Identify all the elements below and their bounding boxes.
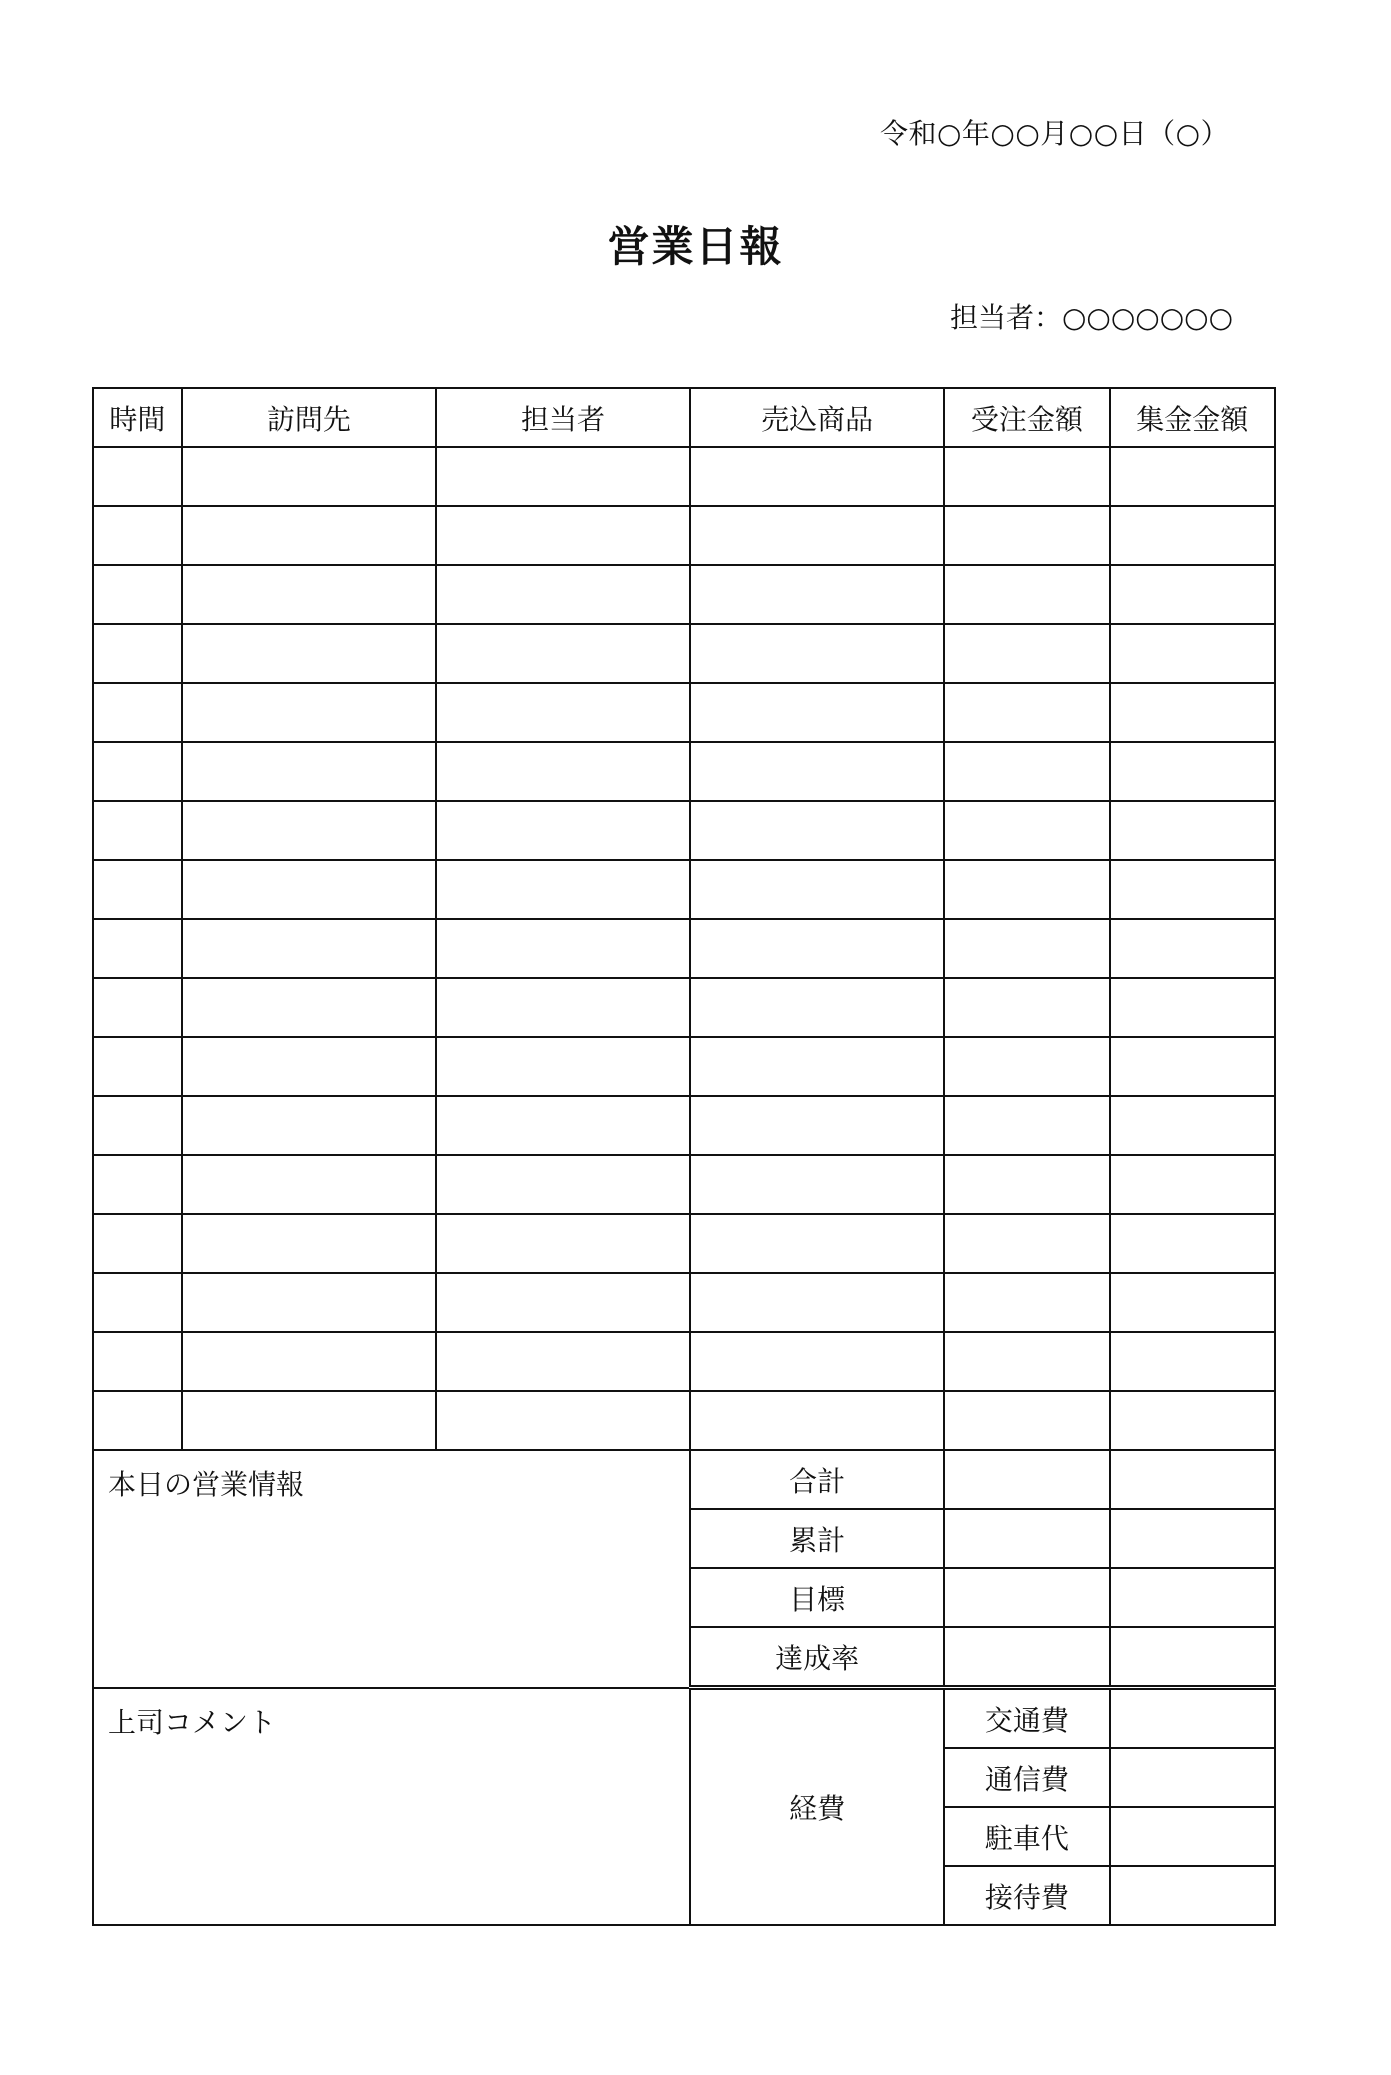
entry-cell[interactable] — [1110, 801, 1275, 860]
entry-cell[interactable] — [182, 1332, 436, 1391]
entry-cell[interactable] — [182, 801, 436, 860]
entry-cell[interactable] — [436, 1096, 690, 1155]
summary-value-cell[interactable] — [1110, 1568, 1275, 1627]
entry-cell[interactable] — [944, 1096, 1109, 1155]
expense-item-label: 通信費 — [944, 1748, 1109, 1807]
entry-cell[interactable] — [944, 1155, 1109, 1214]
entry-cell[interactable] — [1110, 447, 1275, 506]
entry-cell[interactable] — [1110, 742, 1275, 801]
summary-value-cell[interactable] — [944, 1509, 1109, 1568]
entry-cell[interactable] — [944, 683, 1109, 742]
entry-cell[interactable] — [93, 624, 182, 683]
table-row — [93, 978, 1275, 1037]
entry-cell[interactable] — [182, 1155, 436, 1214]
table-row — [93, 919, 1275, 978]
report-date: 令和○年○○月○○日（○） — [880, 117, 1230, 150]
entry-cell[interactable] — [182, 447, 436, 506]
entry-cell[interactable] — [690, 506, 944, 565]
expense-item-label: 交通費 — [944, 1688, 1109, 1749]
entry-cell[interactable] — [93, 801, 182, 860]
table-row — [93, 801, 1275, 860]
manager-comment-box[interactable] — [93, 1688, 690, 1926]
entry-cell[interactable] — [436, 506, 690, 565]
entry-cell[interactable] — [1110, 860, 1275, 919]
table-row — [93, 860, 1275, 919]
entry-cell[interactable] — [436, 801, 690, 860]
table-row — [93, 565, 1275, 624]
entry-cell[interactable] — [182, 624, 436, 683]
entry-cell[interactable] — [1110, 919, 1275, 978]
table-row — [93, 1332, 1275, 1391]
header-time: 時間 — [93, 388, 182, 447]
entry-cell[interactable] — [436, 1332, 690, 1391]
entry-cell[interactable] — [1110, 1332, 1275, 1391]
entry-cell[interactable] — [944, 1273, 1109, 1332]
header-order-amount: 受注金額 — [944, 388, 1109, 447]
entry-cell[interactable] — [182, 565, 436, 624]
entry-cell[interactable] — [182, 1096, 436, 1155]
entry-cell[interactable] — [944, 742, 1109, 801]
entry-cell[interactable] — [436, 742, 690, 801]
table-row — [93, 1214, 1275, 1273]
entry-cell[interactable] — [1110, 624, 1275, 683]
entry-cell[interactable] — [93, 860, 182, 919]
entry-cell[interactable] — [182, 1391, 436, 1450]
entry-cell[interactable] — [944, 1332, 1109, 1391]
expense-value-cell[interactable] — [1110, 1807, 1275, 1866]
table-row — [93, 624, 1275, 683]
table-row — [93, 1096, 1275, 1155]
table-row — [93, 506, 1275, 565]
summary-row — [93, 1450, 1275, 1509]
entry-cell[interactable] — [93, 1037, 182, 1096]
sales-info-label: 本日の営業情報 — [108, 1468, 305, 1501]
entry-cell[interactable] — [690, 919, 944, 978]
summary-value-cell[interactable] — [944, 1568, 1109, 1627]
sales-info-box[interactable] — [93, 1450, 690, 1688]
table-row — [93, 742, 1275, 801]
entry-cell[interactable] — [93, 1096, 182, 1155]
expense-value-cell[interactable] — [1110, 1748, 1275, 1807]
entry-cell[interactable] — [93, 978, 182, 1037]
entry-cell[interactable] — [93, 1391, 182, 1450]
entry-cell[interactable] — [690, 1155, 944, 1214]
entry-cell[interactable] — [690, 1096, 944, 1155]
entry-cell[interactable] — [944, 506, 1109, 565]
header-collection-amount: 集金金額 — [1110, 388, 1275, 447]
entry-cell[interactable] — [182, 506, 436, 565]
entry-cell[interactable] — [690, 683, 944, 742]
entry-cell[interactable] — [944, 860, 1109, 919]
entry-cell[interactable] — [690, 860, 944, 919]
entry-cell[interactable] — [944, 1391, 1109, 1450]
entry-cell[interactable] — [93, 565, 182, 624]
sales-report-table — [92, 387, 1276, 1926]
entry-cell[interactable] — [1110, 1155, 1275, 1214]
entry-cell[interactable] — [436, 1037, 690, 1096]
entry-cell[interactable] — [690, 565, 944, 624]
entry-cell[interactable] — [690, 978, 944, 1037]
summary-value-cell[interactable] — [1110, 1509, 1275, 1568]
summary-label: 達成率 — [690, 1627, 944, 1688]
entry-cell[interactable] — [944, 919, 1109, 978]
entry-cell[interactable] — [436, 1155, 690, 1214]
entry-cell[interactable] — [1110, 1391, 1275, 1450]
summary-value-cell[interactable] — [944, 1627, 1109, 1688]
entry-cell[interactable] — [93, 1155, 182, 1214]
entry-cell[interactable] — [93, 742, 182, 801]
summary-label: 累計 — [690, 1509, 944, 1568]
entry-cell[interactable] — [436, 860, 690, 919]
entry-cell[interactable] — [436, 1391, 690, 1450]
entry-cell[interactable] — [436, 624, 690, 683]
entry-cell[interactable] — [182, 978, 436, 1037]
entry-cell[interactable] — [182, 683, 436, 742]
entry-cell[interactable] — [436, 447, 690, 506]
entry-cell[interactable] — [436, 1214, 690, 1273]
entry-cell[interactable] — [1110, 506, 1275, 565]
entry-cell[interactable] — [93, 1273, 182, 1332]
entry-cell[interactable] — [690, 624, 944, 683]
entry-cell[interactable] — [436, 565, 690, 624]
entry-cell[interactable] — [93, 447, 182, 506]
expenses-label: 経費 — [690, 1688, 944, 1926]
entry-cell[interactable] — [93, 1332, 182, 1391]
entry-cell[interactable] — [944, 978, 1109, 1037]
entry-cell[interactable] — [182, 1037, 436, 1096]
entry-cell[interactable] — [1110, 683, 1275, 742]
entry-cell[interactable] — [436, 683, 690, 742]
table-row — [93, 683, 1275, 742]
entry-cell[interactable] — [690, 1391, 944, 1450]
manager-comment-label: 上司コメント — [108, 1705, 277, 1739]
entry-cell[interactable] — [93, 506, 182, 565]
entry-cell[interactable] — [690, 742, 944, 801]
header-product: 売込商品 — [690, 388, 944, 447]
entry-cell[interactable] — [690, 1273, 944, 1332]
entry-cell[interactable] — [690, 1332, 944, 1391]
entry-cell[interactable] — [182, 919, 436, 978]
entry-cell[interactable] — [690, 801, 944, 860]
entry-cell[interactable] — [690, 447, 944, 506]
entry-cell[interactable] — [436, 978, 690, 1037]
entry-cell[interactable] — [1110, 1273, 1275, 1332]
summary-value-cell[interactable] — [944, 1450, 1109, 1509]
entry-cell[interactable] — [944, 1037, 1109, 1096]
entry-cell[interactable] — [182, 1273, 436, 1332]
entry-cell[interactable] — [436, 919, 690, 978]
entry-cell[interactable] — [93, 1214, 182, 1273]
table-row — [93, 1037, 1275, 1096]
entry-cell[interactable] — [944, 565, 1109, 624]
header-staff: 担当者 — [436, 388, 690, 447]
entry-cell[interactable] — [93, 683, 182, 742]
entry-cell[interactable] — [182, 860, 436, 919]
table-row — [93, 1391, 1275, 1450]
entry-cell[interactable] — [1110, 1037, 1275, 1096]
entry-cell[interactable] — [93, 919, 182, 978]
entry-cell[interactable] — [690, 1037, 944, 1096]
entry-cell[interactable] — [182, 1214, 436, 1273]
person-in-charge: 担当者：○○○○○○○ — [950, 301, 1234, 334]
entry-cell[interactable] — [1110, 978, 1275, 1037]
summary-label: 目標 — [690, 1568, 944, 1627]
table-header-row — [93, 388, 1275, 447]
entry-cell[interactable] — [436, 1273, 690, 1332]
entry-cell[interactable] — [944, 1214, 1109, 1273]
entry-cell[interactable] — [1110, 1214, 1275, 1273]
expense-value-cell[interactable] — [1110, 1688, 1275, 1749]
entry-cell[interactable] — [944, 801, 1109, 860]
entry-cell[interactable] — [944, 447, 1109, 506]
summary-label: 合計 — [690, 1450, 944, 1509]
expense-item-label: 駐車代 — [944, 1807, 1109, 1866]
page-title: 営業日報 — [607, 222, 784, 271]
entry-cell[interactable] — [690, 1214, 944, 1273]
expense-item-label: 接待費 — [944, 1866, 1109, 1925]
summary-value-cell[interactable] — [1110, 1450, 1275, 1509]
table-row — [93, 1273, 1275, 1332]
table-row — [93, 447, 1275, 506]
entry-cell[interactable] — [944, 624, 1109, 683]
expense-value-cell[interactable] — [1110, 1866, 1275, 1925]
expense-row — [93, 1688, 1275, 1749]
entry-cell[interactable] — [1110, 565, 1275, 624]
entry-cell[interactable] — [1110, 1096, 1275, 1155]
table-row — [93, 1155, 1275, 1214]
entry-cell[interactable] — [182, 742, 436, 801]
header-visit-destination: 訪問先 — [182, 388, 436, 447]
summary-value-cell[interactable] — [1110, 1627, 1275, 1688]
